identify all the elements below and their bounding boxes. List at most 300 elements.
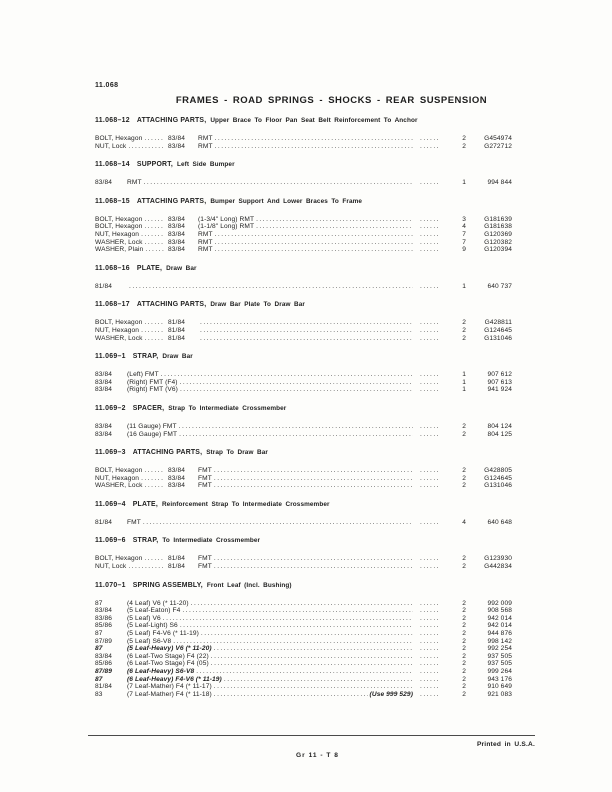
description-cell — [198, 246, 413, 254]
part-number-cell: 921 083 — [487, 690, 512, 698]
years-cell: 83/84 — [95, 430, 113, 438]
section-subtitle: Strap To Intermediate Crossmember — [168, 404, 287, 412]
part-row — [95, 668, 512, 676]
gap-dots — [420, 668, 448, 676]
section-label: PLATE, — [136, 264, 163, 272]
section — [95, 446, 612, 490]
years-cell: 81/84 — [95, 683, 113, 691]
part-row — [95, 676, 512, 684]
section-heading — [95, 446, 612, 457]
part-number-cell: 937 505 — [487, 652, 512, 660]
leader-dots — [222, 676, 413, 684]
description-cell — [127, 607, 413, 615]
part-row — [95, 231, 512, 239]
part-row — [95, 691, 512, 699]
description-cell — [127, 668, 413, 676]
quantity-cell: 2 — [462, 690, 466, 698]
part-row — [95, 645, 512, 653]
leader-dots — [194, 668, 413, 676]
part-number-cell: G428805 — [484, 467, 512, 475]
section-label: ATTACHING PARTS, — [136, 197, 207, 205]
quantity-cell: 2 — [462, 622, 466, 630]
leader-dots — [143, 246, 164, 254]
gap-dots — [420, 179, 448, 187]
description-cell — [127, 630, 413, 638]
description: (5 Leaf-Heavy) V6 (* 11-20) — [127, 645, 212, 653]
description-cell — [127, 179, 413, 187]
years-cell: 81/84 — [95, 518, 113, 526]
section-rows — [95, 135, 512, 150]
quantity-cell: 1 — [462, 378, 466, 386]
description: (5 Leaf) S6-V8 — [127, 637, 172, 645]
years-cell: 83/84 — [95, 652, 113, 660]
quantity-cell: 2 — [462, 482, 466, 490]
description-cell — [127, 423, 413, 431]
leader-dots — [139, 475, 164, 483]
part-number-cell: 937 505 — [487, 660, 512, 668]
description-cell — [198, 135, 413, 143]
description-cell — [198, 216, 413, 224]
description-cell — [127, 622, 413, 630]
section-number: 11.070–1 — [95, 581, 126, 589]
description-cell — [127, 645, 413, 653]
quantity-cell: 2 — [462, 474, 466, 482]
gap-dots — [420, 327, 448, 335]
gap-dots — [420, 431, 448, 439]
section-heading — [95, 498, 612, 509]
gap-dots — [420, 319, 448, 327]
description: FMT — [198, 467, 212, 475]
part-number-cell: 640 648 — [487, 518, 512, 526]
description: (6 Leaf-Heavy) F4-V6 (* 11-19) — [127, 675, 222, 683]
description-cell — [127, 683, 413, 691]
part-number-cell: 908 568 — [487, 607, 512, 615]
section-heading — [95, 298, 612, 309]
description-cell — [127, 660, 413, 668]
part-name-cell — [95, 231, 168, 239]
description: (Right) FMT (V6) — [127, 386, 178, 394]
gap-dots — [420, 143, 448, 151]
quantity-cell: 1 — [462, 386, 466, 394]
leader-dots — [142, 319, 164, 327]
years-cell: 83/84 — [95, 371, 113, 379]
description-cell — [127, 283, 413, 291]
description-cell — [198, 231, 413, 239]
section-heading — [95, 402, 612, 413]
part-row — [95, 143, 512, 151]
description-cell — [127, 638, 413, 646]
description: (4 Leaf) V6 (* 11-20) — [127, 599, 189, 607]
leader-dots — [126, 143, 164, 151]
quantity-cell: 2 — [462, 683, 466, 691]
section-rows — [95, 600, 512, 699]
years-cell: 83/84 — [95, 386, 113, 394]
leader-dots — [213, 231, 413, 239]
section — [95, 195, 612, 254]
years-cell: 81/84 — [168, 319, 186, 327]
quantity-cell: 2 — [462, 614, 466, 622]
years-cell: 83/84 — [168, 482, 186, 490]
part-name: NUT, Lock — [95, 563, 127, 571]
description: RMT — [198, 135, 213, 142]
description: FMT — [198, 555, 212, 563]
description-cell — [198, 223, 413, 231]
section-number: 11.068–17 — [95, 301, 130, 309]
description: (7 Leaf-Mather) F4 (* 11-17) — [127, 683, 212, 691]
section-subtitle: To Intermediate Crossmember — [162, 537, 261, 545]
section-subtitle: Left Side Bumper — [176, 161, 235, 169]
leader-dots — [177, 423, 413, 431]
part-row — [95, 607, 512, 615]
part-row — [95, 615, 512, 623]
gap-dots — [420, 467, 448, 475]
description: FMT — [198, 563, 212, 571]
part-row — [95, 475, 512, 483]
part-name-cell — [95, 327, 168, 335]
leader-dots — [142, 216, 164, 224]
section-rows — [95, 423, 512, 438]
section-heading — [95, 579, 612, 590]
part-name: BOLT, Hexagon — [95, 467, 143, 475]
description-cell — [198, 555, 413, 563]
leader-dots — [177, 431, 413, 439]
description: (6 Leaf-Two Stage) F4 (05) — [127, 660, 209, 668]
part-row — [95, 630, 512, 638]
section-number: 11.069–3 — [95, 449, 126, 457]
part-name-cell — [95, 482, 168, 490]
parts-list — [95, 114, 612, 698]
quantity-cell: 7 — [462, 230, 466, 238]
part-name: NUT, Hexagon — [95, 474, 140, 482]
leader-dots — [209, 653, 413, 661]
part-name: BOLT, Hexagon — [95, 319, 143, 327]
description: (6 Leaf-Heavy) S6-V8 — [127, 668, 195, 675]
gap-dots — [420, 475, 448, 483]
quantity-cell: 2 — [462, 135, 466, 142]
years-cell: 81/84 — [168, 326, 186, 334]
description-cell — [127, 431, 413, 439]
description: (Right) FMT (F4) — [127, 378, 178, 386]
part-name: WASHER, Lock — [95, 334, 143, 342]
part-name: NUT, Hexagon — [95, 326, 140, 334]
part-row — [95, 335, 512, 343]
leader-dots — [199, 630, 413, 638]
leader-dots — [126, 563, 164, 571]
quantity-cell: 1 — [462, 371, 466, 379]
years-cell: 83/84 — [168, 135, 186, 142]
leader-dots — [171, 638, 413, 646]
section-rows — [95, 371, 512, 394]
years-cell: 83/84 — [95, 179, 113, 187]
description-cell — [127, 691, 413, 699]
part-row — [95, 519, 512, 527]
section — [95, 579, 612, 699]
section-rows — [95, 467, 512, 490]
years-cell: 83/84 — [95, 378, 113, 386]
description-cell — [198, 239, 413, 247]
description: RMT — [198, 238, 213, 246]
quantity-cell: 1 — [462, 179, 466, 187]
part-row — [95, 431, 512, 439]
quantity-cell: 2 — [462, 142, 466, 150]
leader-dots — [142, 555, 164, 563]
section-rows — [95, 179, 512, 187]
description: (16 Gauge) FMT — [127, 430, 178, 438]
description: RMT — [198, 142, 213, 150]
description: (5 Leaf) V6 — [127, 614, 161, 622]
quantity-cell: 2 — [462, 637, 466, 645]
part-number-cell: G124645 — [484, 474, 512, 482]
quantity-cell: 2 — [462, 675, 466, 683]
leader-dots — [178, 622, 413, 630]
part-name-cell — [95, 246, 168, 254]
part-number-cell: G123930 — [484, 555, 512, 563]
part-row — [95, 622, 512, 630]
quantity-cell: 2 — [462, 652, 466, 660]
section-label: SPACER, — [132, 404, 165, 412]
leader-dots — [198, 327, 413, 335]
description-cell — [127, 615, 413, 623]
gap-dots — [420, 607, 448, 615]
gap-dots — [420, 386, 448, 394]
leader-dots — [198, 319, 413, 327]
section — [95, 298, 612, 342]
leader-dots — [213, 239, 413, 247]
description-cell — [198, 467, 413, 475]
gap-dots — [420, 239, 448, 247]
description-cell — [127, 519, 413, 527]
part-row — [95, 223, 512, 231]
section-heading — [95, 158, 612, 169]
quantity-cell: 2 — [462, 422, 466, 430]
section-label: STRAP, — [132, 537, 159, 545]
gap-dots — [420, 371, 448, 379]
part-name: BOLT, Hexagon — [95, 555, 143, 563]
part-row — [95, 600, 512, 608]
section-heading — [95, 114, 612, 125]
years-cell: 83/84 — [168, 142, 186, 150]
section-number: 11.068–12 — [95, 117, 130, 124]
gap-dots — [420, 216, 448, 224]
years-cell: 87/89 — [95, 668, 113, 675]
part-number-cell: 942 014 — [487, 622, 512, 630]
description-cell — [198, 563, 413, 571]
years-cell: 83/84 — [168, 467, 186, 475]
part-row — [95, 135, 512, 143]
group-code: Gr 11 - T 8 — [296, 752, 339, 760]
section-heading — [95, 350, 612, 361]
leader-dots — [159, 371, 413, 379]
part-row — [95, 482, 512, 490]
leader-dots — [142, 467, 164, 475]
part-number-cell: 907 613 — [487, 378, 512, 386]
years-cell: 83/84 — [95, 422, 113, 430]
part-number-cell: 804 124 — [487, 422, 512, 430]
part-number-cell: 994 844 — [487, 179, 512, 187]
gap-dots — [420, 246, 448, 254]
section-label: SUPPORT, — [136, 161, 173, 169]
part-number-cell: 640 737 — [487, 282, 512, 290]
part-number-cell: 992 009 — [487, 599, 512, 607]
description-cell — [198, 475, 413, 483]
description: (5 Leaf-Light) S6 — [127, 622, 178, 630]
part-number-cell: 907 612 — [487, 371, 512, 379]
description-cell — [198, 335, 413, 343]
quantity-cell: 2 — [462, 668, 466, 675]
section-subtitle: Draw Bar Plate To Draw Bar — [210, 301, 305, 309]
part-row — [95, 467, 512, 475]
gap-dots — [420, 630, 448, 638]
page-number: 11.068 — [95, 82, 119, 89]
part-row — [95, 660, 512, 668]
section-label: PLATE, — [132, 500, 158, 508]
section-rows — [95, 283, 512, 291]
section — [95, 534, 612, 570]
gap-dots — [420, 638, 448, 646]
part-number-cell: G181638 — [484, 223, 512, 231]
gap-dots — [420, 653, 448, 661]
leader-dots — [209, 660, 413, 668]
part-row — [95, 423, 512, 431]
quantity-cell: 3 — [462, 215, 466, 223]
part-name: BOLT, Hexagon — [95, 215, 143, 223]
page-title: FRAMES - ROAD SPRINGS - SHOCKS - REAR SUSPENSION — [175, 95, 488, 106]
section-label: STRAP, — [132, 353, 159, 361]
leader-dots — [212, 645, 413, 653]
part-name-cell — [95, 223, 168, 231]
section-label: ATTACHING PARTS, — [136, 117, 207, 124]
section-heading — [95, 262, 612, 273]
gap-dots — [420, 231, 448, 239]
description: (1-3/4" Long) RMT — [198, 215, 255, 223]
gap-dots — [420, 683, 448, 691]
section-label: ATTACHING PARTS, — [132, 449, 203, 457]
section — [95, 114, 612, 150]
years-cell: 83/84 — [168, 230, 186, 238]
gap-dots — [420, 135, 448, 143]
leader-dots — [143, 239, 165, 247]
section-rows — [95, 319, 512, 342]
section-number: 11.069–2 — [95, 404, 126, 412]
section-rows — [95, 519, 512, 527]
part-row — [95, 371, 512, 379]
part-row — [95, 246, 512, 254]
leader-dots — [139, 327, 164, 335]
quantity-cell: 2 — [462, 630, 466, 638]
quantity-cell: 2 — [462, 607, 466, 615]
part-name-cell — [95, 555, 168, 563]
part-row — [95, 683, 512, 691]
leader-dots — [141, 519, 413, 527]
quantity-cell: 2 — [462, 430, 466, 438]
years-cell: 83/84 — [168, 474, 186, 482]
leader-dots — [127, 283, 413, 291]
leader-dots — [254, 223, 413, 231]
description-cell — [127, 379, 413, 387]
gap-dots — [420, 645, 448, 653]
description-cell — [127, 600, 413, 608]
quantity-cell: 9 — [462, 246, 466, 254]
years-cell: 87 — [95, 599, 103, 607]
part-name: WASHER, Lock — [95, 482, 143, 490]
part-row — [95, 179, 512, 187]
gap-dots — [420, 600, 448, 608]
part-number-cell: 944 876 — [487, 630, 512, 638]
section-label: SPRING ASSEMBLY, — [132, 581, 203, 589]
leader-dots — [189, 600, 413, 608]
leader-dots — [212, 683, 413, 691]
gap-dots — [420, 660, 448, 668]
leader-dots — [143, 482, 165, 490]
part-name: BOLT, Hexagon — [95, 223, 143, 231]
part-number-cell: 941 924 — [487, 386, 512, 394]
description: FMT — [198, 482, 212, 490]
leader-dots — [213, 143, 413, 151]
years-cell: 81/84 — [168, 555, 186, 563]
description: FMT — [198, 474, 212, 482]
part-number-cell: G124645 — [484, 326, 512, 334]
description: (6 Leaf-Two Stage) F4 (22) — [127, 652, 209, 660]
section-rows — [95, 216, 512, 254]
leader-dots — [143, 335, 165, 343]
years-cell: 83/84 — [168, 223, 186, 231]
part-name-cell — [95, 467, 168, 475]
description-cell — [198, 327, 413, 335]
years-cell: 85/86 — [95, 660, 113, 668]
description-cell — [198, 143, 413, 151]
printed-in-usa-label: Printed in U.S.A. — [476, 741, 535, 749]
part-number-cell: G428811 — [484, 319, 512, 327]
part-number-cell: G272712 — [484, 142, 512, 150]
part-row — [95, 283, 512, 291]
leader-dots — [178, 379, 413, 387]
years-cell: 83/84 — [95, 607, 113, 615]
gap-dots — [420, 379, 448, 387]
gap-dots — [420, 555, 448, 563]
description-cell — [198, 482, 413, 490]
quantity-cell: 2 — [462, 334, 466, 342]
part-row — [95, 327, 512, 335]
quantity-cell: 2 — [462, 645, 466, 653]
description: FMT — [127, 518, 141, 526]
years-cell: 83/84 — [168, 246, 186, 254]
gap-dots — [420, 423, 448, 431]
part-name: WASHER, Plain — [95, 246, 144, 254]
part-row — [95, 216, 512, 224]
years-cell: 87 — [95, 645, 103, 653]
description: (7 Leaf-Mather) F4 (* 11-18) — [127, 690, 212, 698]
quantity-cell: 1 — [462, 282, 466, 290]
section-subtitle: Bumper Support And Lower Braces To Frame — [210, 197, 363, 205]
section-subtitle: Upper Brace To Floor Pan Seat Belt Reinforcement To Anchor — [210, 117, 418, 124]
section — [95, 350, 612, 394]
description: (5 Leaf) F4-V6 (* 11-19) — [127, 630, 199, 638]
description: RMT — [127, 179, 142, 187]
section — [95, 158, 612, 187]
quantity-cell: 4 — [462, 518, 466, 526]
footer-rule — [88, 735, 535, 736]
description: (Left) FMT — [127, 371, 159, 379]
gap-dots — [420, 223, 448, 231]
part-name-cell — [95, 143, 168, 151]
section-heading — [95, 195, 612, 206]
description-cell — [127, 371, 413, 379]
description-cell — [127, 676, 413, 684]
section — [95, 402, 612, 438]
quantity-cell: 2 — [462, 555, 466, 563]
gap-dots — [420, 676, 448, 684]
gap-dots — [420, 519, 448, 527]
